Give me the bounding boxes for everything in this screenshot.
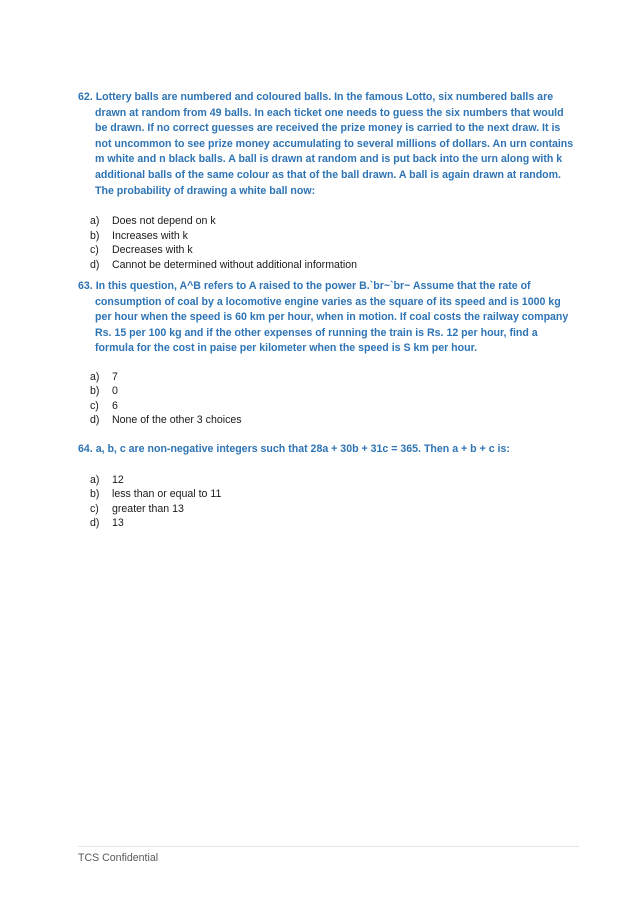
- option-d: [78, 516, 578, 531]
- option-text: 0: [112, 385, 118, 398]
- option-text: less than or equal to 11: [112, 488, 222, 501]
- option-a: [78, 370, 578, 385]
- option-text: 6: [112, 399, 118, 412]
- options-list: [78, 214, 578, 272]
- option-letter: c): [90, 502, 99, 515]
- question-text: [78, 90, 578, 199]
- option-a: [78, 214, 578, 229]
- question-64: [78, 442, 578, 531]
- option-letter: a): [90, 215, 100, 228]
- question-number: 63.: [78, 280, 93, 292]
- option-letter: b): [90, 385, 100, 398]
- option-c: [78, 243, 578, 258]
- option-text: Cannot be determined without additional information: [112, 258, 357, 271]
- option-text: Does not depend on k: [112, 215, 216, 228]
- question-63: [78, 279, 578, 428]
- option-text: 12: [112, 473, 124, 486]
- option-text: Increases with k: [112, 229, 188, 242]
- option-d: [78, 258, 578, 273]
- option-text: 7: [112, 370, 118, 383]
- option-a: [78, 473, 578, 488]
- option-letter: b): [90, 229, 100, 242]
- option-letter: d): [90, 517, 100, 530]
- options-list: [78, 370, 578, 428]
- option-text: Decreases with k: [112, 244, 193, 257]
- question-number: 64.: [78, 443, 93, 455]
- option-c: [78, 502, 578, 517]
- question-body: In this question, A^B refers to A raised to the power B.`br~`br~ Assume that the rate of consumption of coal by a locomotive engine varies as the square of its speed and is 1000 kg per hour when the speed is 60 km per hour, when in motion. If coal costs the railway company Rs. 15 per 100 kg and if the other expenses of running the train is Rs. 12 per hour, find a formula for the cost in paise per kilometer when the speed is S km per hour.: [95, 280, 569, 355]
- question-number: 62.: [78, 91, 93, 103]
- option-b: [78, 487, 578, 502]
- option-text: None of the other 3 choices: [112, 414, 242, 427]
- option-letter: c): [90, 244, 99, 257]
- option-letter: a): [90, 370, 100, 383]
- option-text: greater than 13: [112, 502, 184, 515]
- option-c: [78, 399, 578, 414]
- option-text: 13: [112, 517, 124, 530]
- option-b: [78, 384, 578, 399]
- question-body: a, b, c are non-negative integers such that 28a + 30b + 31c = 365. Then a + b + c is:: [95, 443, 510, 455]
- option-letter: a): [90, 473, 100, 486]
- question-body: Lottery balls are numbered and coloured balls. In the famous Lotto, six numbered balls are drawn at random from 49 balls. In each ticket one needs to guess the six numbers that would be drawn. If no correct guesses are received the prize money is carried to the next draw. It is not uncommon to see prize money accumulating to several millions of dollars. An urn contains m white and n black balls. A ball is drawn at random and is put back into the urn along with k additional balls of the same colour as that of the ball drawn. A ball is again drawn at random. The probability of drawing a white ball now:: [95, 91, 574, 197]
- footer-divider: [78, 846, 579, 847]
- option-letter: c): [90, 399, 99, 412]
- options-list: [78, 473, 578, 531]
- option-d: [78, 413, 578, 428]
- footer-label: TCS Confidential: [78, 852, 159, 864]
- question-text: [78, 279, 578, 357]
- option-b: [78, 229, 578, 244]
- option-letter: d): [90, 258, 100, 271]
- option-letter: d): [90, 414, 100, 427]
- question-62: [78, 90, 578, 272]
- question-text: [78, 442, 578, 458]
- option-letter: b): [90, 488, 100, 501]
